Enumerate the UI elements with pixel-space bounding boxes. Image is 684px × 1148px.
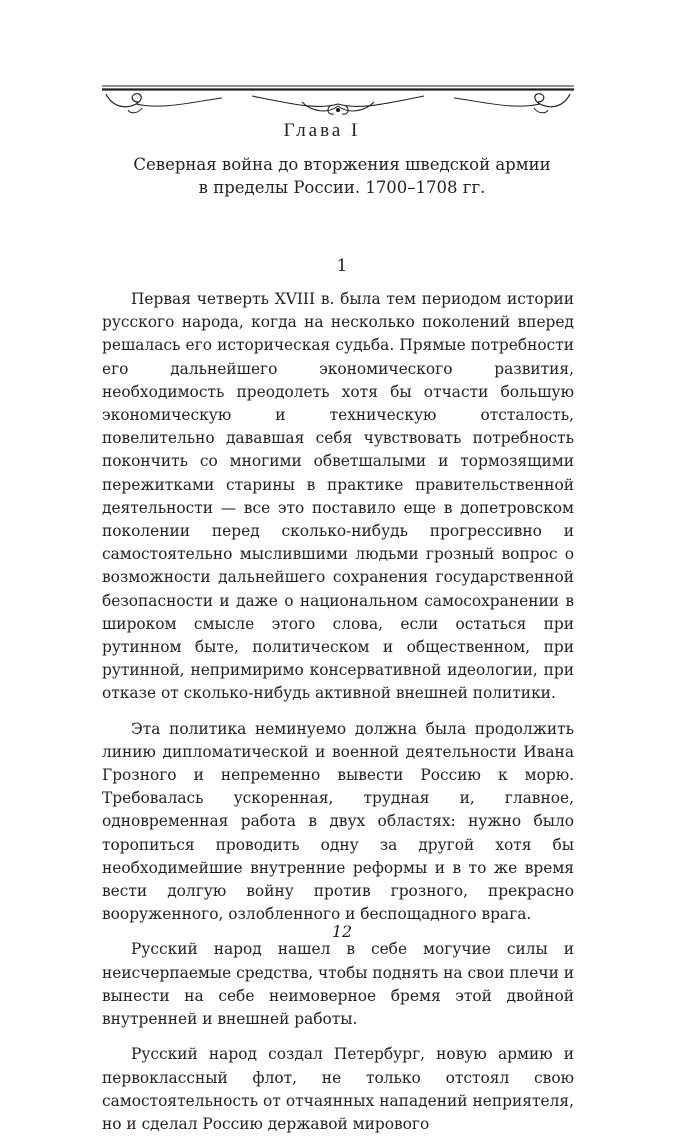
paragraph-1: Первая четверть XVIII в. была тем периодом истории русского народа, когда на несколько поколений вперед решалась его историческая судьба. Прямые потребности его дальнейшего экономического развития, необходимость преодолеть хотя бы отчасти большую экономическую и техническую отсталость, повелительно дававшая себя чувствовать потребность покончить со многими обветшалыми и тормозящими пережитками старины в практике правительственной деятельности — все это поставило еще в допетровском поколении перед сколько-нибудь прогрессивно и самостоятельно мыслившими людьми грозный вопрос о возможности дальнейшего сохранения государственной безопасности и даже о национальном самосохранении в широком смысле этого слова, если остаться при рутинном быте, политическом и общественном, при рутинной, непримиримо консервативной идеологии, при отказе от сколько-нибудь активной внешней политики. [102,290,574,703]
body-text [102,288,574,1148]
section-number: 1 [336,256,348,276]
paragraph-2: Эта политика неминуемо должна была продолжить линию дипломатической и военной деятельности Ивана Грозного и непременно вывести Россию к морю. Требовалась ускоренная, трудная и, главное, одновременная работа в двух областях: нужно было торопиться проводить одну за другой хотя бы необходимейшие внутренние реформы и в то же время вести долгую войну против грозного, прекрасно вооруженного, озлобленного и беспощадного врага. [102,719,574,924]
chapter-title-line-1: Северная война до вторжения шведской армии [133,155,551,174]
paragraph-4: Русский народ создал Петербург, новую армию и первоклассный флот, не только отстоял свою самостоятельность от отчаянных нападений неприятеля, но и сделал Россию державой мирового [102,1045,574,1133]
chapter-heading: Глава I [283,120,361,141]
ornamental-divider [102,80,574,120]
chapter-title [80,153,604,199]
paragraph-3: Русский народ нашел в себе могучие силы и неисчерпаемые средства, чтобы поднять на свои плечи и вынести на себе неимоверное бремя этой двойной внутренней и внешней работы. [102,940,574,1029]
page-number: 12 [331,922,353,941]
chapter-title-line-2: в пределы России. 1700–1708 гг. [198,178,486,197]
